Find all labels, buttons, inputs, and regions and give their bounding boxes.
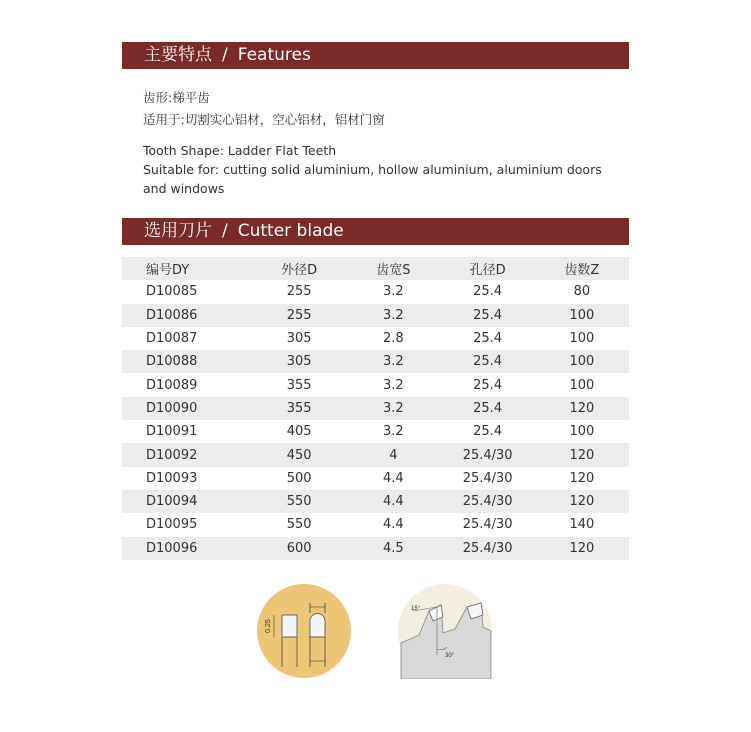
cell-bore: 25.4 — [473, 331, 503, 347]
cell-model: D10085 — [146, 284, 198, 300]
cell-model: D10090 — [146, 400, 198, 416]
cell-outer-diameter: 305 — [286, 331, 312, 347]
header-tooth-count: 齿数Z — [564, 263, 600, 279]
cell-outer-diameter: 255 — [286, 284, 312, 300]
cell-tooth-count: 120 — [569, 447, 595, 463]
clearance-angle-label: 30° — [445, 653, 455, 659]
cell-bore: 25.4/30 — [462, 540, 513, 556]
cell-tooth-width: 3.2 — [383, 284, 404, 300]
cell-tooth-width: 4.4 — [383, 470, 404, 486]
diagram-dimension-label: 0.25 — [265, 619, 272, 633]
table-row — [122, 350, 629, 373]
cell-tooth-width: 4 — [389, 447, 398, 463]
cell-tooth-count: 100 — [569, 354, 595, 370]
features-en-block — [143, 141, 623, 198]
cell-tooth-width: 3.2 — [383, 424, 404, 440]
cell-model: D10093 — [146, 470, 198, 486]
table-row — [122, 420, 629, 443]
cell-tooth-count: 120 — [569, 400, 595, 416]
header-outer-diameter: 外径D — [281, 263, 318, 279]
blade-title-en: Cutter blade — [237, 221, 344, 241]
cell-tooth-count: 140 — [569, 517, 595, 533]
cutter-blade-table — [122, 257, 629, 560]
cell-bore: 25.4/30 — [462, 447, 513, 463]
usage-cn: 适用于:切割实心铝材，空心铝材，铝材门窗 — [143, 112, 385, 127]
cell-bore: 25.4 — [473, 377, 503, 393]
cell-tooth-width: 4.4 — [383, 517, 404, 533]
cell-outer-diameter: 355 — [286, 400, 312, 416]
cell-tooth-count: 120 — [569, 540, 595, 556]
tooth-shape-cn: 齿形:梯平齿 — [143, 90, 210, 105]
table-row — [122, 537, 629, 560]
cell-tooth-count: 100 — [569, 307, 595, 323]
cell-tooth-width: 3.2 — [383, 377, 404, 393]
cell-tooth-width: 4.4 — [383, 494, 404, 510]
cutter-blade-heading — [122, 218, 629, 245]
round-tooth-shape — [310, 614, 325, 638]
table-row — [122, 304, 629, 327]
blade-title-cn: 选用刀片 — [144, 221, 212, 241]
table-row — [122, 490, 629, 513]
cell-bore: 25.4/30 — [462, 517, 513, 533]
header-tooth-width: 齿宽S — [376, 263, 411, 279]
cell-tooth-width: 4.5 — [383, 540, 404, 556]
tooth-angle-diagram — [397, 583, 493, 679]
cell-outer-diameter: 255 — [286, 307, 312, 323]
table-row — [122, 443, 629, 466]
cell-tooth-count: 100 — [569, 377, 595, 393]
features-title-cn: 主要特点 — [144, 45, 212, 65]
tooth-profile-diagram — [256, 583, 352, 679]
cell-tooth-width: 2.8 — [383, 331, 404, 347]
blade-title-separator: / — [222, 221, 228, 241]
cell-outer-diameter: 550 — [286, 517, 312, 533]
cell-bore: 25.4 — [473, 307, 503, 323]
cell-tooth-count: 100 — [569, 331, 595, 347]
features-title-separator: / — [222, 45, 228, 65]
features-body — [143, 88, 623, 198]
features-heading — [122, 42, 629, 69]
cell-model: D10096 — [146, 540, 198, 556]
cell-outer-diameter: 500 — [286, 470, 312, 486]
cell-bore: 25.4 — [473, 354, 503, 370]
cell-model: D10094 — [146, 494, 198, 510]
cell-model: D10095 — [146, 517, 198, 533]
table-row — [122, 467, 629, 490]
cell-outer-diameter: 405 — [286, 424, 312, 440]
table-row — [122, 373, 629, 396]
cell-bore: 25.4 — [473, 424, 503, 440]
table-row — [122, 397, 629, 420]
cell-outer-diameter: 355 — [286, 377, 312, 393]
header-model-number: 编号DY — [146, 263, 190, 279]
cell-tooth-count: 120 — [569, 494, 595, 510]
cell-tooth-width: 3.2 — [383, 354, 404, 370]
header-bore-diameter: 孔径D — [469, 263, 506, 279]
cell-model: D10086 — [146, 307, 198, 323]
cell-model: D10092 — [146, 447, 198, 463]
cell-bore: 25.4/30 — [462, 494, 513, 510]
cell-tooth-count: 100 — [569, 424, 595, 440]
cell-tooth-count: 80 — [573, 284, 591, 300]
cell-model: D10089 — [146, 377, 198, 393]
table-row — [122, 280, 629, 303]
cell-outer-diameter: 550 — [286, 494, 312, 510]
cell-tooth-width: 3.2 — [383, 307, 404, 323]
cell-bore: 25.4 — [473, 284, 503, 300]
table-row — [122, 513, 629, 536]
features-title-en: Features — [237, 45, 311, 65]
table-row — [122, 327, 629, 350]
cell-tooth-width: 3.2 — [383, 400, 404, 416]
cell-model: D10088 — [146, 354, 198, 370]
cell-outer-diameter: 600 — [286, 540, 312, 556]
cell-bore: 25.4/30 — [462, 470, 513, 486]
usage-en: Suitable for: cutting solid aluminium, hollow aluminium, aluminium doors and windows — [143, 162, 602, 196]
cell-model: D10087 — [146, 331, 198, 347]
cell-outer-diameter: 305 — [286, 354, 312, 370]
cell-model: D10091 — [146, 424, 198, 440]
cell-tooth-count: 120 — [569, 470, 595, 486]
tooth-shape-en: Tooth Shape: Ladder Flat Teeth — [143, 143, 337, 158]
rake-angle-label: 15° — [411, 606, 421, 612]
table-header-row — [122, 257, 629, 280]
cell-outer-diameter: 450 — [286, 447, 312, 463]
cell-bore: 25.4 — [473, 400, 503, 416]
flat-tooth-shape — [282, 615, 297, 637]
